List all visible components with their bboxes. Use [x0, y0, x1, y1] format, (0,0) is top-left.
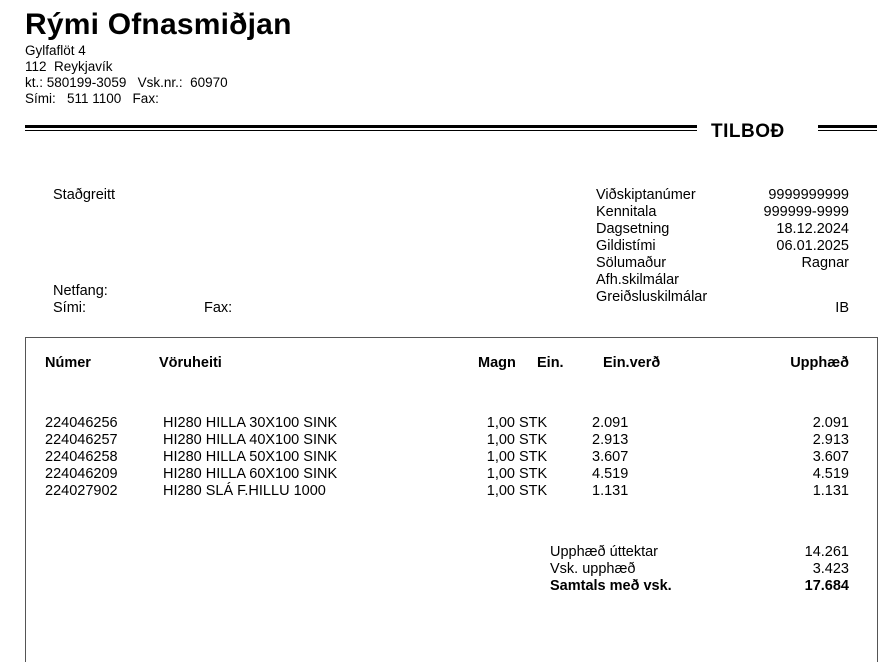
header-unit-price: Ein.verð [603, 355, 661, 371]
info-value: Ragnar [801, 255, 849, 271]
row-unit: STK [519, 449, 548, 465]
customer-phone-label: Sími: [53, 300, 87, 316]
info-value: IB [835, 300, 849, 316]
table-row [0, 449, 895, 466]
company-name: Rými Ofnasmiðjan [25, 8, 292, 41]
row-quantity: 1,00 [486, 483, 515, 499]
info-value: 06.01.2025 [776, 238, 849, 254]
row-unit: STK [519, 483, 548, 499]
table-row [0, 432, 895, 449]
row-product: HI280 HILLA 60X100 SINK [163, 466, 338, 482]
header-rule-thick [25, 125, 697, 128]
subtotal-label: Upphæð úttektar [550, 544, 659, 560]
row-amount: 3.607 [812, 449, 849, 465]
row-quantity: 1,00 [486, 449, 515, 465]
row-product: HI280 HILLA 50X100 SINK [163, 449, 338, 465]
row-unit-price: 1.131 [592, 483, 629, 499]
company-phone: Sími: 511 1100 Fax: [25, 91, 159, 106]
info-label: Gildistími [596, 238, 656, 254]
row-amount: 4.519 [812, 466, 849, 482]
row-quantity: 1,00 [486, 466, 515, 482]
header-rule-right-thick [818, 125, 877, 128]
row-product: HI280 SLÁ F.HILLU 1000 [163, 483, 326, 499]
subtotal-value: 14.261 [804, 544, 849, 560]
row-number: 224046258 [45, 449, 118, 465]
table-row [0, 415, 895, 432]
info-label: Viðskiptanúmer [596, 187, 696, 203]
row-number: 224046257 [45, 432, 118, 448]
info-value: 9999999999 [768, 187, 849, 203]
header-unit: Ein. [537, 355, 564, 371]
info-label: Kennitala [596, 204, 657, 220]
info-value: 999999-9999 [763, 204, 849, 220]
row-unit-price: 2.913 [592, 432, 629, 448]
row-quantity: 1,00 [486, 432, 515, 448]
info-value: 18.12.2024 [776, 221, 849, 237]
header-number: Númer [45, 355, 91, 371]
header-amount: Upphæð [790, 355, 849, 371]
header-quantity: Magn [478, 355, 516, 371]
table-row [0, 483, 895, 500]
company-ids: kt.: 580199-3059 Vsk.nr.: 60970 [25, 75, 228, 90]
header-rule-thin [25, 130, 697, 131]
row-unit: STK [519, 466, 548, 482]
info-label: Greiðsluskilmálar [596, 289, 708, 305]
row-amount: 2.091 [812, 415, 849, 431]
row-number: 224046209 [45, 466, 118, 482]
row-number: 224027902 [45, 483, 118, 499]
customer-email-label: Netfang: [53, 283, 108, 299]
row-quantity: 1,00 [486, 415, 515, 431]
row-amount: 2.913 [812, 432, 849, 448]
row-number: 224046256 [45, 415, 118, 431]
company-city: 112 Reykjavík [25, 59, 113, 74]
row-product: HI280 HILLA 40X100 SINK [163, 432, 338, 448]
customer-payment: Staðgreitt [53, 187, 116, 203]
row-unit: STK [519, 432, 548, 448]
row-unit-price: 2.091 [592, 415, 629, 431]
row-product: HI280 HILLA 30X100 SINK [163, 415, 338, 431]
info-label: Dagsetning [596, 221, 670, 237]
vat-value: 3.423 [812, 561, 849, 577]
company-address: Gylfaflöt 4 [25, 43, 86, 58]
row-amount: 1.131 [812, 483, 849, 499]
header-rule-right-thin [818, 130, 877, 131]
customer-fax-label: Fax: [204, 300, 233, 316]
row-unit: STK [519, 415, 548, 431]
total-value: 17.684 [804, 578, 849, 594]
total-label: Samtals með vsk. [550, 578, 672, 594]
document-type: TILBOÐ [711, 121, 785, 142]
vat-label: Vsk. upphæð [550, 561, 636, 577]
header-product: Vöruheiti [159, 355, 222, 371]
info-label: Afh.skilmálar [596, 272, 679, 288]
row-unit-price: 3.607 [592, 449, 629, 465]
table-row [0, 466, 895, 483]
info-label: Sölumaður [596, 255, 667, 271]
row-unit-price: 4.519 [592, 466, 629, 482]
